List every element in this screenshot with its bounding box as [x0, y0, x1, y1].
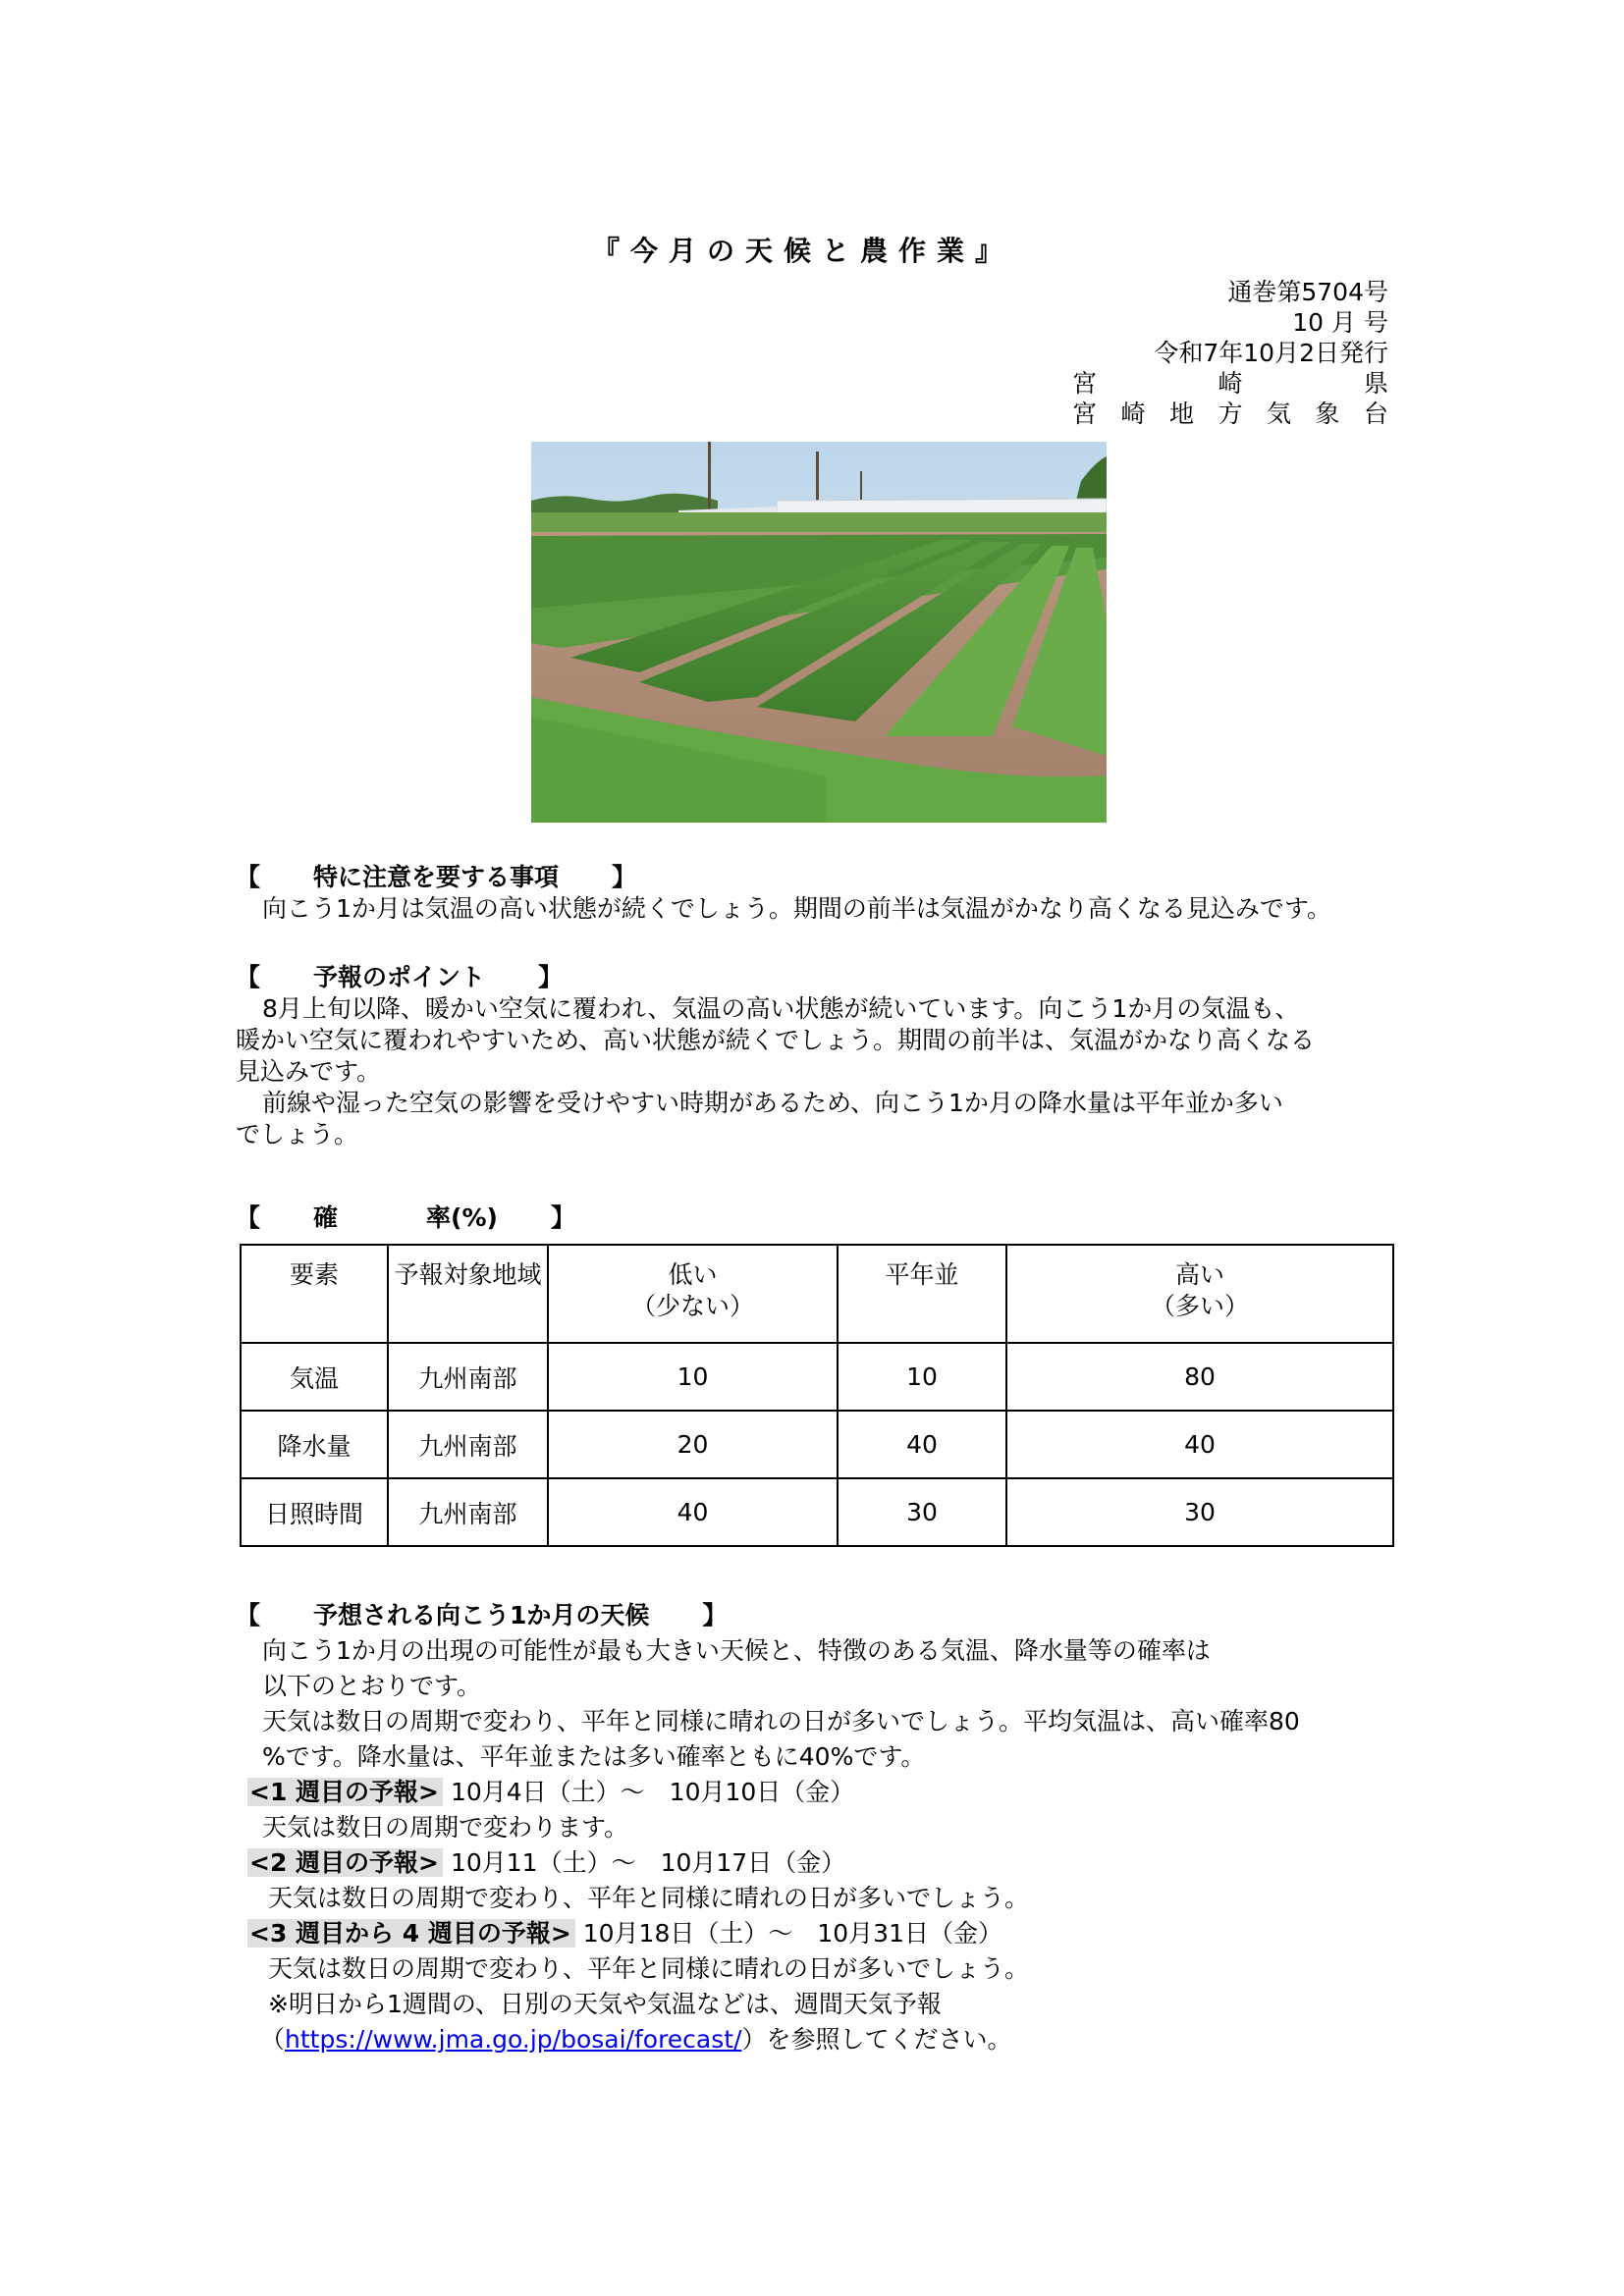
prefecture-char: 崎	[1218, 369, 1243, 398]
cell-low: 10	[548, 1343, 838, 1411]
office-char: 崎	[1120, 400, 1146, 428]
table-row	[241, 1478, 1393, 1546]
week-2-period: 10月11（土）～ 10月17日（金）	[450, 1848, 846, 1877]
cell-element: 日照時間	[241, 1478, 388, 1546]
week-1-label: <1 週目の予報>	[247, 1778, 443, 1806]
table-row	[241, 1343, 1393, 1411]
attention-section	[236, 862, 1404, 925]
cell-normal: 40	[838, 1411, 1006, 1478]
crop-field-image	[531, 442, 1107, 823]
points-line: 前線や湿った空気の影響を受けやすい時期があるため、向こう1か月の降水量は平年並か多い	[262, 1089, 1283, 1117]
publish-date: 令和7年10月2日発行	[1154, 339, 1388, 367]
column-header-normal: 平年並	[838, 1245, 1006, 1343]
weekly-forecast-reference	[236, 2022, 1414, 2057]
week-1-line	[236, 1775, 1414, 1810]
probability-table	[240, 1244, 1394, 1547]
probability-heading-label-b: 率(%)	[426, 1203, 498, 1232]
week-3-4-label: <3 週目から 4 週目の予報>	[247, 1919, 575, 1948]
heading-bracket-close: 】	[550, 1203, 575, 1232]
office-char: 気	[1266, 400, 1291, 428]
cell-high: 30	[1006, 1478, 1393, 1546]
column-header-high-label: 高い	[1174, 1260, 1224, 1289]
column-header-high	[1006, 1245, 1393, 1343]
cell-high: 40	[1006, 1411, 1393, 1478]
points-section	[236, 962, 1404, 1150]
week-2-label: <2 週目の予報>	[247, 1848, 443, 1877]
cell-low: 40	[548, 1478, 838, 1546]
prefecture-char: 県	[1363, 369, 1388, 398]
document-title: 『今月の天候と農作業』	[592, 235, 1014, 267]
cell-region: 九州南部	[388, 1343, 548, 1411]
issue-info	[1072, 277, 1388, 429]
heading-bracket-close: 】	[538, 963, 564, 991]
points-line: 暖かい空気に覆われやすいため、高い状態が続くでしょう。期間の前半は、気温がかなり高くなる	[236, 1026, 1316, 1054]
heading-bracket-open: 【	[236, 863, 261, 891]
outlook-intro-line: %です。降水量は、平年並または多い確率ともに40%です。	[262, 1742, 926, 1771]
outlook-intro-line: 向こう1か月の出現の可能性が最も大きい天候と、特徴のある気温、降水量等の確率は	[262, 1636, 1211, 1665]
week-2-text: 天気は数日の周期で変わり、平年と同様に晴れの日が多いでしょう。	[268, 1884, 1030, 1912]
heading-bracket-open: 【	[236, 1203, 261, 1232]
link-paren-open: （	[260, 2025, 286, 2054]
office	[1072, 399, 1388, 429]
heading-bracket-open: 【	[236, 1601, 261, 1629]
prefecture	[1072, 368, 1388, 399]
heading-bracket-open: 【	[236, 963, 261, 991]
table-row	[241, 1411, 1393, 1478]
column-header-low-sub: （少ない）	[630, 1292, 754, 1320]
crop-field-photo	[531, 442, 1107, 823]
probability-heading	[236, 1202, 1404, 1234]
outlook-heading	[236, 1598, 1414, 1633]
outlook-section	[236, 1598, 1414, 2057]
attention-text: 向こう1か月は気温の高い状態が続くでしょう。期間の前半は気温がかなり高くなる見込みです。	[262, 894, 1331, 923]
cell-region: 九州南部	[388, 1478, 548, 1546]
column-header-low	[548, 1245, 838, 1343]
heading-bracket-close: 】	[612, 863, 637, 891]
office-char: 方	[1218, 400, 1243, 428]
points-line: でしょう。	[236, 1120, 359, 1148]
column-header-low-label: 低い	[668, 1260, 718, 1289]
points-heading	[236, 962, 1404, 993]
weekly-forecast-note: ※明日から1週間の、日別の天気や気温などは、週間天気予報	[268, 1990, 942, 2018]
probability-heading-label-a: 確	[313, 1203, 339, 1232]
link-after-text: ）を参照してください。	[741, 2025, 1012, 2054]
outlook-intro-line: 天気は数日の周期で変わり、平年と同様に晴れの日が多いでしょう。平均気温は、高い確率80	[262, 1707, 1300, 1735]
column-header-region: 予報対象地域	[388, 1245, 548, 1343]
week-1-period: 10月4日（土）～ 10月10日（金）	[450, 1778, 855, 1806]
week-2-line	[236, 1845, 1414, 1881]
office-char: 地	[1168, 400, 1194, 428]
table-header-row	[241, 1245, 1393, 1343]
column-header-high-sub: （多い）	[1150, 1292, 1249, 1320]
column-header-element: 要素	[241, 1245, 388, 1343]
week-3-4-text: 天気は数日の周期で変わり、平年と同様に晴れの日が多いでしょう。	[268, 1954, 1030, 1983]
outlook-intro-line: 以下のとおりです。	[262, 1672, 482, 1700]
weekly-forecast-link[interactable]: https://www.jma.go.jp/bosai/forecast/	[285, 2025, 742, 2054]
attention-heading-label: 特に注意を要する事項	[313, 863, 560, 891]
cell-low: 20	[548, 1411, 838, 1478]
office-char: 台	[1363, 400, 1388, 428]
points-line: 見込みです。	[236, 1057, 382, 1086]
cell-element: 降水量	[241, 1411, 388, 1478]
cell-region: 九州南部	[388, 1411, 548, 1478]
office-char: 宮	[1072, 400, 1098, 428]
heading-bracket-close: 】	[702, 1601, 728, 1629]
cell-high: 80	[1006, 1343, 1393, 1411]
points-line: 8月上旬以降、暖かい空気に覆われ、気温の高い状態が続いています。向こう1か月の気温も、	[262, 994, 1300, 1023]
prefecture-char: 宮	[1072, 369, 1098, 398]
week-3-4-line	[236, 1916, 1414, 1951]
issue-number: 通巻第5704号	[1227, 278, 1388, 306]
cell-normal: 30	[838, 1478, 1006, 1546]
outlook-heading-label: 予想される向こう1か月の天候	[313, 1601, 650, 1629]
week-1-text: 天気は数日の周期で変わります。	[262, 1813, 629, 1842]
office-char: 象	[1315, 400, 1340, 428]
week-3-4-period: 10月18日（土）～ 10月31日（金）	[582, 1919, 1002, 1948]
cell-normal: 10	[838, 1343, 1006, 1411]
cell-element: 気温	[241, 1343, 388, 1411]
month-issue: 10 月 号	[1292, 308, 1388, 337]
attention-heading	[236, 862, 1404, 893]
points-heading-label: 予報のポイント	[313, 963, 486, 991]
